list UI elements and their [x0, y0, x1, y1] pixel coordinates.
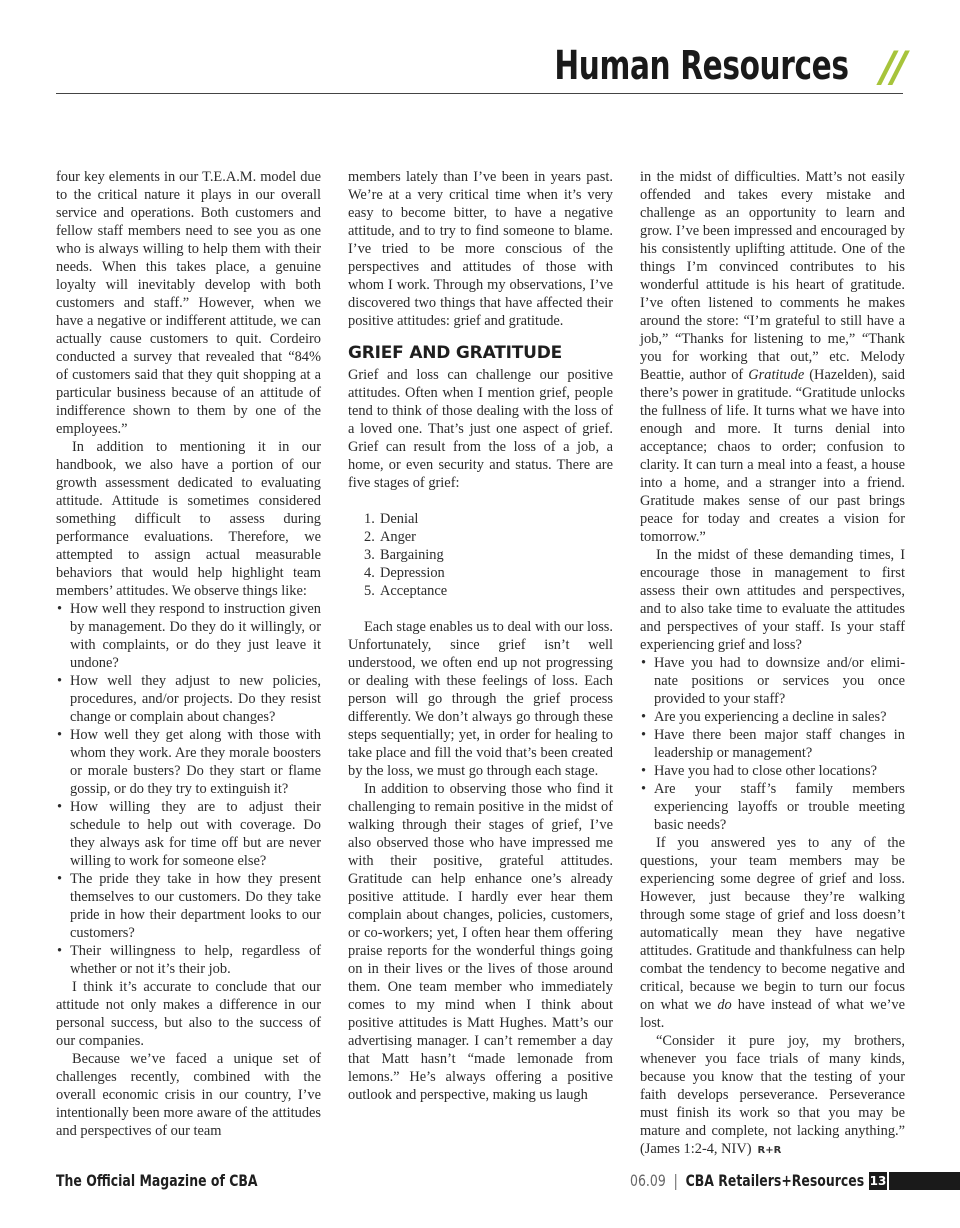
paragraph: In addition to observing those who find it challenging to remain positive in the midst of walking through their stages of grief, I’ve also observed those who have impressed me with their positive, grateful attitudes. Gratitude can help enhance one’s already positive attitude. I hardly ever hear them complain about changes, policies, customers, or co-workers; yet, I often hear them offering praise reports for the wonderful things going on in their lives or the lives of those around them. One team member who immediately comes to my mind when I think about positive attitudes is Matt Hughes. Matt’s our advertising manager. I can’t remember a day that Matt hasn’t “made lemonade from lemons.” He’s always offering a positive outlook and perspective, making us laugh [348, 781, 613, 1103]
page-number: 13 [869, 1174, 887, 1188]
book-title: Gratitude [748, 367, 805, 383]
end-mark-icon: R+R [757, 1145, 782, 1156]
paragraph: members lately than I’ve been in years past. We’re at a very critical time when it’s very easy to become bitter, to have a negative attitude, and to try to find someone to blame. I’ve tried to be more conscious of the perspectives and attitudes of those with whom I work. Through my observations, I’ve discovered two things that have affected their positive attitudes: grief and gratitude. [348, 169, 613, 329]
article-column-1 [56, 168, 321, 1140]
list-item: 4. Depression [364, 565, 445, 581]
issue-date: 06.09 [629, 1171, 666, 1190]
list-item: • How willing they are to adjust their schedule to help out with coverage. Do they always ask for time off but are never willing to work for someone else? [56, 798, 321, 870]
list-item: • How well they get along with those with whom they work. Are they morale boosters or morale busters? Do they start or flame gossip, or do they try to extinguish it? [56, 726, 321, 798]
list-item: • The pride they take in how they present themselves to our customers. Do they take pride in how their department looks to our customers? [56, 870, 321, 942]
list-item: • Are you experiencing a decline in sales? [640, 708, 905, 726]
list-item: • Have you had to downsize and/or elimi-nate positions or services you once provided to your staff? [640, 654, 905, 708]
article-column-2 [348, 168, 613, 1104]
paragraph: If you answered yes to any of the questions, your team members may be experiencing some degree of grief and loss. However, just because they’re walking through some stage of grief and loss doesn’t automatically mean they have negative attitudes. Gratitude and thankfulness can help combat the tendency to become negative and critical, because we begin to turn our focus on what we do have instead of what we’ve lost. [640, 835, 906, 1031]
footer-issue-info [630, 1171, 864, 1191]
paragraph: Grief and loss can challenge our positive attitudes. Often when I mention grief, people tend to think of those dealing with the loss of a loved one. That’s just one aspect of grief. Grief can result from the loss of a job, a home, or even security and status. There are five stages of grief: [348, 367, 613, 491]
list-item: 1. Denial [364, 511, 419, 527]
footer-separator: | [673, 1171, 678, 1190]
paragraph: Because we’ve faced a unique set of challenges recently, combined with the overall economic crisis in our country, I’ve intentionally been more aware of the attitudes and perspectives of our team [56, 1051, 321, 1139]
article-column-3 [640, 168, 905, 1160]
footer-magazine-tagline: The Official Magazine of CBA [56, 1171, 258, 1190]
paragraph: “Consider it pure joy, my brothers, whenever you face trials of many kinds, because you know that the testing of your faith develops perseverance. Perseverance must finish its work so that you may be mature and complete, not lacking anything.” (James 1:2-4, NIV) R+R [640, 1033, 905, 1157]
paragraph: In addition to mentioning it in our handbook, we also have a portion of our growth assessment dedicated to evaluating attitude. Attitude is sometimes considered something difficult to assess during performance evaluations. Therefore, we attempted to assign actual measurable behaviors that would help highlight team members’ attitudes. We observe things like: [56, 439, 321, 599]
paragraph: I think it’s accurate to conclude that our attitude not only makes a difference in our personal success, but also to the success of our companies. [56, 979, 321, 1049]
subheading: GRIEF AND GRATITUDE [348, 343, 563, 363]
footer-bar [889, 1172, 960, 1190]
list-item: • Their willingness to help, regardless of whether or not it’s their job. [56, 942, 321, 978]
paragraph: in the midst of difficulties. Matt’s not easily offended and takes every mistake and challenge as an opportunity to learn and grow. I’ve been impressed and encouraged by his consistently uplifting attitude. One of the things I’m convinced contributes to his wonderful attitude is his heart of gratitude. I’ve often listened to comments he makes around the store: “I’m grateful to still have a job,” “Thanks for listening to me,” “Thank you for working that out,” etc. Melody Beattie, author of Gratitude (Hazelden), said there’s power in gratitude. “Gratitude unlocks the fullness of life. It turns what we have into enough and more. It turns denial into acceptance; chaos to order; confusion to clarity. It can turn a meal into a feast, a house into a home, and a stranger into a friend. Gratitude makes sense of our past brings peace for today and creates a vision for tomorrow.” [640, 169, 906, 545]
grief-stages-list [348, 510, 613, 600]
paragraph: four key elements in our T.E.A.M. model due to the critical nature it plays in our overall service and operations. Both customers and fellow staff members need to see you as one who is always willing to help them with their needs. When this takes place, a genuine loyalty will inevitably develop with both customers and staff.” However, when we have a negative or indifferent attitude, we can actually cause customers to quit. Cordeiro conducted a survey that revealed that “84% of customers said that they quit shopping at a particular business because of an attitude of indifference shown to them by one of the employees.” [56, 169, 321, 437]
questions-list [640, 654, 905, 834]
section-title: Human Resources [554, 43, 849, 89]
magazine-name: CBA Retailers+Resources [685, 1171, 864, 1190]
list-item: • Have there been major staff changes in leadership or management? [640, 726, 905, 762]
list-item: • How well they respond to instruction given by management. Do they do it willingly, or with complaints, or do they just leave it undone? [56, 600, 321, 672]
list-item: 3. Bargaining [364, 547, 444, 563]
list-item: • Have you had to close other locations? [640, 762, 905, 780]
list-item: • Are your staff’s family members experiencing layoffs or trouble meeting basic needs? [640, 780, 905, 834]
list-item: 5. Acceptance [364, 583, 448, 599]
list-item: • How well they adjust to new policies, procedures, and/or projects. Do they resist change or complain about changes? [56, 672, 321, 726]
section-slashes-icon: // [880, 42, 903, 91]
paragraph: In the midst of these demanding times, I encourage those in management to first assess their own attitudes and perspectives, and to also take time to evaluate the attitudes and perspectives of your staff. Is your staff experiencing grief and loss? [640, 547, 905, 653]
page-header [56, 40, 903, 94]
list-item: 2. Anger [364, 529, 416, 545]
paragraph: Each stage enables us to deal with our loss. Unfortunately, since grief isn’t well understood, we often end up not progressing or dealing with these feelings of loss. Each person will go through the grief process differently. We don’t always go through these steps sequentially; yet, in order for healing to take place and fill the void that’s been created by the loss, we must go through each stage. [348, 619, 613, 779]
behavior-list [56, 600, 321, 978]
